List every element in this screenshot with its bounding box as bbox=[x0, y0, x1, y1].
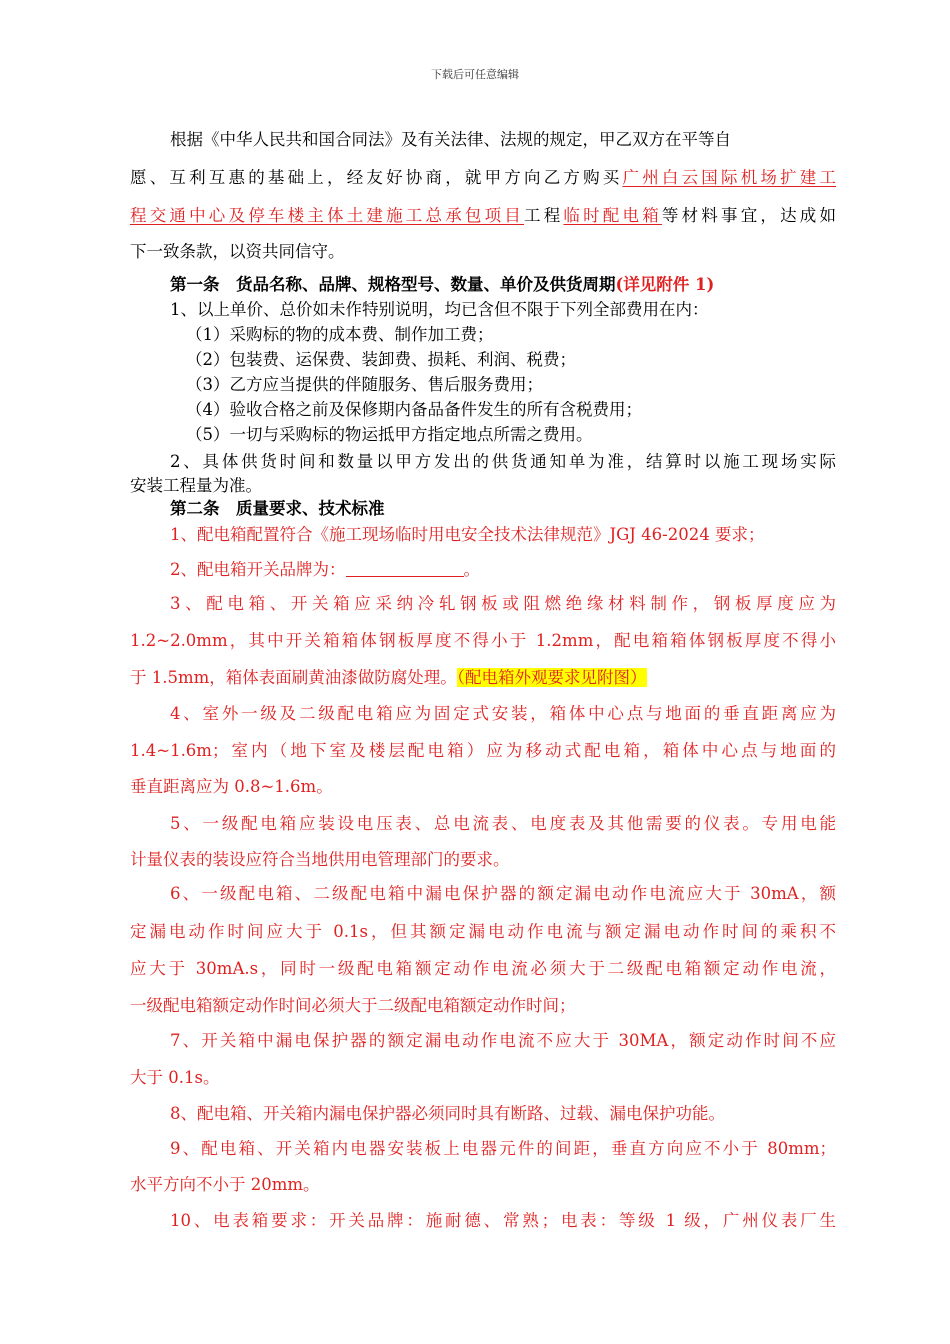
article-1-item-2: （2）包装费、运保费、装卸费、损耗、利润、税费； bbox=[186, 350, 576, 369]
clause-2-9-line-2: 水平方向不小于 20mm。 bbox=[130, 1175, 320, 1194]
intro-text: 工程 bbox=[524, 206, 564, 225]
article-1-item-4: （4）验收合格之前及保修期内备品备件发生的所有含税费用； bbox=[186, 400, 642, 419]
project-name-link: 广州白云国际机场扩建工 bbox=[622, 168, 837, 187]
intro-text: 愿、互利互惠的基础上，经友好协商，就甲方向乙方购买 bbox=[130, 168, 623, 187]
clause-text: 定漏电动作时间应大于 0.1s，但其额定漏电动作电流与额定漏电动作时间的乘积不 bbox=[130, 922, 836, 941]
article-1-item-5: （5）一切与采购标的物运抵甲方指定地点所需之费用。 bbox=[186, 425, 593, 444]
article-title-text: 第一条 货品名称、品牌、规格型号、数量、单价及供货周期 bbox=[170, 275, 616, 294]
clause-2-2 bbox=[170, 558, 836, 582]
intro-text: 下一致条款，以资共同信守。 bbox=[130, 242, 345, 261]
intro-text: 等材料事宜，达成如 bbox=[661, 206, 837, 225]
clause-text: 。 bbox=[463, 560, 480, 579]
project-name-continued: 程交通中心及停车楼主体土建施工总承包项目 bbox=[130, 206, 524, 225]
clause-2-6-line-2 bbox=[130, 920, 836, 944]
clause-text: 1.2~2.0mm，其中开关箱箱体钢板厚度不得小于 1.2mm，配电箱箱体钢板厚度不得小 bbox=[130, 631, 836, 650]
clause-2-3-line-3 bbox=[130, 666, 836, 690]
clause-text: 9、配电箱、开关箱内电器安装板上电器元件的间距，垂直方向应不小于 80mm； bbox=[170, 1139, 836, 1158]
intro-line-3 bbox=[130, 204, 836, 228]
clause-text: 1.4~1.6m；室内（地下室及楼层配电箱）应为移动式配电箱，箱体中心点与地面的 bbox=[130, 741, 836, 760]
appearance-note-highlight: （配电箱外观要求见附图） bbox=[456, 668, 647, 687]
article-1-item-3: （3）乙方应当提供的伴随服务、售后服务费用； bbox=[186, 375, 543, 394]
clause-text: 2、配电箱开关品牌为： bbox=[170, 560, 346, 579]
clause-2-7-line-1 bbox=[170, 1029, 836, 1053]
intro-line-1 bbox=[170, 128, 836, 152]
clause-2-5-line-2: 计量仪表的装设应符合当地供用电管理部门的要求。 bbox=[130, 850, 510, 869]
article-1-item-1: （1）采购标的物的成本费、制作加工费； bbox=[186, 325, 494, 344]
article-1-clause-2-line-1 bbox=[170, 450, 836, 474]
clause-text: 于 1.5mm，箱体表面刷黄油漆做防腐处理。 bbox=[130, 668, 457, 687]
clause-text: 5、一级配电箱应装设电压表、总电流表、电度表及其他需要的仪表。专用电能 bbox=[170, 814, 836, 833]
clause-text: 6、一级配电箱、二级配电箱中漏电保护器的额定漏电动作电流应大于 30mA，额 bbox=[170, 884, 836, 903]
brand-blank-field bbox=[346, 560, 464, 577]
attachment-reference: (详见附件 1) bbox=[615, 275, 715, 294]
article-2-title: 第二条 质量要求、技术标准 bbox=[170, 499, 385, 518]
clause-text: 7、开关箱中漏电保护器的额定漏电动作电流不应大于 30MA，额定动作时间不应 bbox=[170, 1031, 836, 1050]
clause-2-8: 8、配电箱、开关箱内漏电保护器必须同时具有断路、过载、漏电保护功能。 bbox=[170, 1104, 725, 1123]
article-1-title bbox=[170, 273, 836, 297]
article-1-clause-2-line-2: 安装工程量为准。 bbox=[130, 476, 262, 495]
clause-text: 10、电表箱要求：开关品牌：施耐德、常熟；电表：等级 1 级，广州仪表厂生 bbox=[170, 1211, 836, 1230]
clause-2-6-line-4: 一级配电箱额定动作时间必须大于二级配电箱额定动作时间； bbox=[130, 996, 576, 1015]
article-1-clause-1: 1、以上单价、总价如未作特别说明，均已含但不限于下列全部费用在内： bbox=[170, 300, 709, 319]
intro-line-2 bbox=[130, 166, 836, 190]
clause-2-1: 1、配电箱配置符合《施工现场临时用电安全技术法律规范》JGJ 46-2024 要求； bbox=[170, 525, 765, 544]
clause-2-6-line-1 bbox=[170, 882, 836, 906]
clause-text: 3、配电箱、开关箱应采纳冷轧钢板或阻燃绝缘材料制作，钢板厚度应为 bbox=[170, 594, 836, 613]
clause-2-10 bbox=[170, 1209, 836, 1233]
clause-2-4-line-3: 垂直距离应为 0.8~1.6m。 bbox=[130, 777, 333, 796]
clause-2-6-line-3 bbox=[130, 957, 836, 981]
material-name: 临时配电箱 bbox=[563, 206, 662, 225]
clause-text: 2、具体供货时间和数量以甲方发出的供货通知单为准，结算时以施工现场实际 bbox=[170, 452, 836, 471]
clause-text: 应大于 30mA.s，同时一级配电箱额定动作电流必须大于二级配电箱额定动作电流， bbox=[130, 959, 836, 978]
clause-2-5-line-1 bbox=[170, 812, 836, 836]
clause-2-9-line-1 bbox=[170, 1137, 836, 1161]
clause-2-3-line-2 bbox=[130, 629, 836, 653]
clause-2-4-line-1 bbox=[170, 702, 836, 726]
clause-2-7-line-2: 大于 0.1s。 bbox=[130, 1068, 220, 1087]
clause-2-4-line-2 bbox=[130, 739, 836, 763]
clause-text: 4、室外一级及二级配电箱应为固定式安装，箱体中心点与地面的垂直距离应为 bbox=[170, 704, 836, 723]
page-header-note: 下载后可任意编辑 bbox=[431, 68, 519, 81]
intro-line-4 bbox=[130, 240, 836, 264]
intro-text: 根据《中华人民共和国合同法》及有关法律、法规的规定，甲乙双方在平等自 bbox=[170, 130, 731, 149]
clause-2-3-line-1 bbox=[170, 592, 836, 616]
